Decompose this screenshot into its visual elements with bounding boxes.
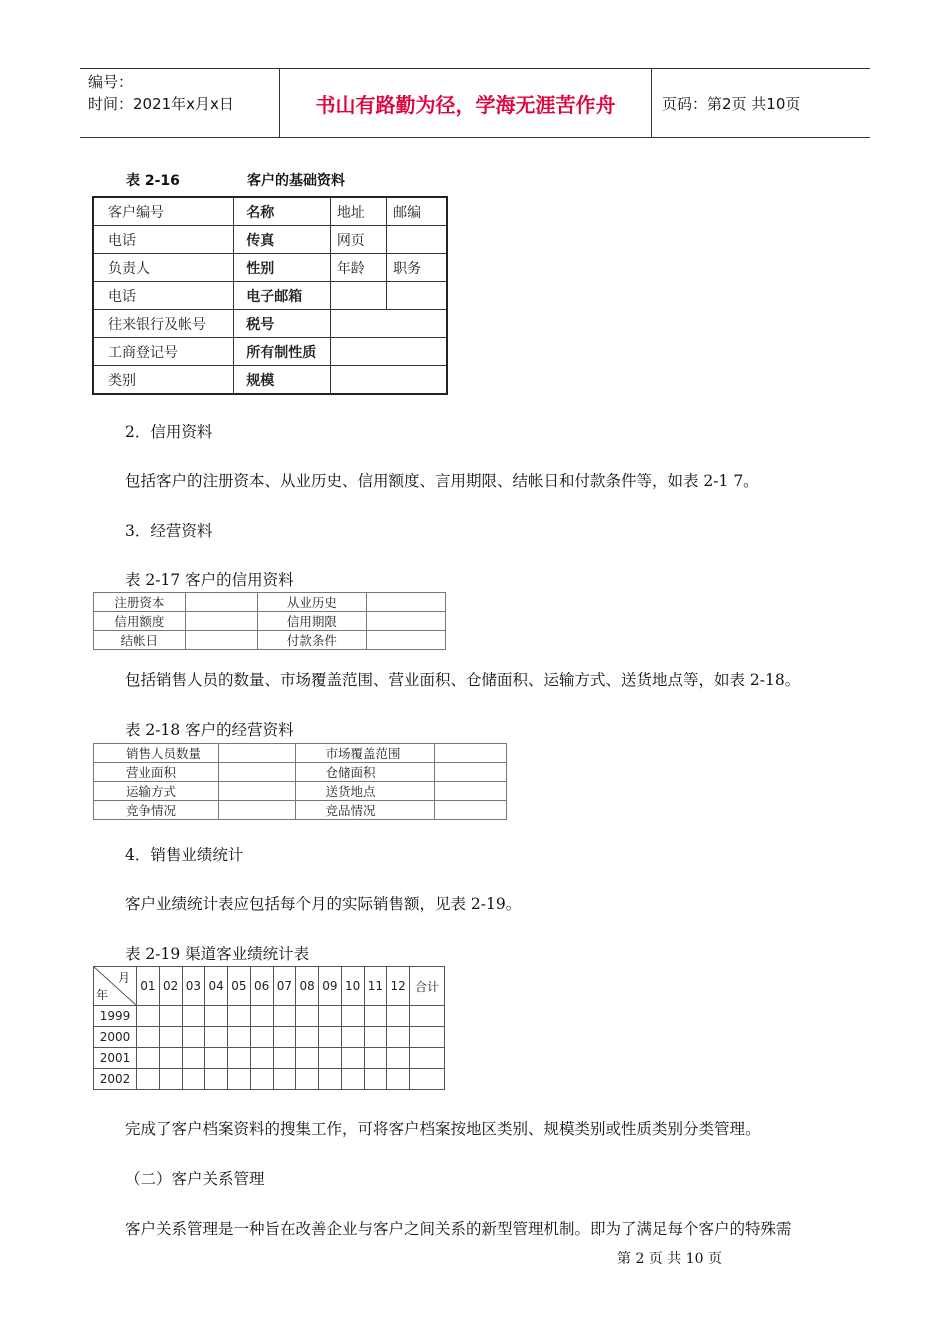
table-cell: 竞品情况 — [295, 801, 435, 820]
year-cell: 1999 — [94, 1006, 137, 1027]
table-cell — [185, 593, 257, 612]
table-cell: 仓储面积 — [295, 763, 435, 782]
paragraph-sales: 客户业绩统计表应包括每个月的实际销售额，见表 2-19。 — [125, 895, 522, 913]
table-2-17-caption: 表 2-17 客户的信用资料 — [125, 571, 294, 589]
table-cell: 市场覆盖范围 — [295, 744, 435, 763]
table-cell: 邮编 — [387, 197, 447, 226]
table-corner-cell — [94, 967, 137, 1006]
table-row — [94, 763, 507, 782]
table-2-16-figure — [92, 168, 450, 396]
table-2-18 — [93, 743, 507, 820]
table-cell — [330, 310, 447, 338]
table-cell: 负责人 — [93, 254, 234, 282]
table-cell — [218, 744, 295, 763]
table-cell: 注册资本 — [94, 593, 186, 612]
month-header: 03 — [182, 967, 205, 1006]
paragraph-operation: 包括销售人员的数量、市场覆盖范围、营业面积、仓储面积、运输方式、送货地点等，如表 2-18。 — [125, 671, 801, 689]
table-cell: 工商登记号 — [93, 338, 234, 366]
section-heading-credit: 2．信用资料 — [125, 423, 213, 441]
table-cell: 网页 — [330, 226, 386, 254]
header-motto: 书山有路勤为径，学海无涯苦作舟 — [280, 69, 652, 137]
table-cell — [330, 338, 447, 366]
table-cell: 竞争情况 — [94, 801, 219, 820]
table-cell: 类别 — [93, 366, 234, 395]
table-row — [94, 801, 507, 820]
table-cell: 职务 — [387, 254, 447, 282]
month-header: 12 — [387, 967, 410, 1006]
table-2-16 — [92, 196, 448, 395]
month-header: 08 — [296, 967, 319, 1006]
table-cell: 营业面积 — [94, 763, 219, 782]
table-cell — [367, 612, 446, 631]
year-cell: 2001 — [94, 1048, 137, 1069]
table-2-19 — [93, 966, 445, 1090]
header-page-info: 页码：第2页 共10页 — [662, 94, 801, 113]
section-heading-crm: （二）客户关系管理 — [125, 1170, 265, 1188]
table-row — [93, 282, 447, 310]
table-2-17 — [93, 592, 446, 650]
table-cell: 送货地点 — [295, 782, 435, 801]
table-cell: 往来银行及帐号 — [93, 310, 234, 338]
month-header: 04 — [205, 967, 228, 1006]
total-header: 合计 — [410, 967, 445, 1006]
document-time: 时间：2021年x月x日 — [88, 95, 234, 113]
paragraph-summary: 完成了客户档案资料的搜集工作，可将客户档案按地区类别、规模类别或性质类别分类管理。 — [125, 1120, 761, 1138]
table-cell — [218, 801, 295, 820]
month-header: 05 — [228, 967, 251, 1006]
table-row — [94, 1048, 445, 1069]
table-cell — [367, 593, 446, 612]
table-2-18-caption: 表 2-18 客户的经营资料 — [125, 721, 294, 739]
table-cell: 所有制性质 — [234, 338, 331, 366]
page-header — [80, 68, 870, 138]
table-cell: 销售人员数量 — [94, 744, 219, 763]
table-2-19-caption: 表 2-19 渠道客业绩统计表 — [125, 945, 310, 963]
table-row — [93, 366, 447, 395]
table-cell: 客户编号 — [93, 197, 234, 226]
table-cell — [330, 366, 447, 395]
table-row — [93, 338, 447, 366]
table-row — [94, 1069, 445, 1090]
paragraph-crm: 客户关系管理是一种旨在改善企业与客户之间关系的新型管理机制。即为了满足每个客户的特殊需 — [125, 1220, 792, 1238]
table-cell — [387, 282, 447, 310]
table-row — [94, 782, 507, 801]
year-cell: 2002 — [94, 1069, 137, 1090]
month-header: 01 — [137, 967, 160, 1006]
month-header: 11 — [364, 967, 387, 1006]
table-cell — [387, 226, 447, 254]
table-cell — [185, 631, 257, 650]
table-row — [94, 744, 507, 763]
table-cell: 名称 — [234, 197, 331, 226]
month-header: 07 — [273, 967, 296, 1006]
month-header: 02 — [159, 967, 182, 1006]
table-cell: 传真 — [234, 226, 331, 254]
table-row — [94, 593, 446, 612]
header-meta — [80, 69, 280, 137]
paragraph-credit: 包括客户的注册资本、从业历史、信用额度、言用期限、结帐日和付款条件等，如表 2-1 7。 — [125, 472, 759, 490]
table-cell — [435, 782, 507, 801]
table-cell: 信用额度 — [94, 612, 186, 631]
table-cell: 结帐日 — [94, 631, 186, 650]
section-heading-sales: 4．销售业绩统计 — [125, 846, 244, 864]
table-cell — [435, 744, 507, 763]
section-heading-operation: 3．经营资料 — [125, 522, 213, 540]
table-cell: 从业历史 — [257, 593, 367, 612]
table-cell — [435, 763, 507, 782]
table-cell: 信用期限 — [257, 612, 367, 631]
year-cell: 2000 — [94, 1027, 137, 1048]
table-cell: 年龄 — [330, 254, 386, 282]
table-2-16-title: 客户的基础资料 — [247, 173, 345, 189]
table-cell: 付款条件 — [257, 631, 367, 650]
table-2-16-number: 表 2-16 — [126, 173, 180, 189]
table-cell — [367, 631, 446, 650]
document-number-label: 编号： — [88, 73, 134, 91]
table-cell: 地址 — [330, 197, 386, 226]
table-cell: 税号 — [234, 310, 331, 338]
table-header-row — [94, 967, 445, 1006]
page-footer: 第 2 页 共 10 页 — [617, 1251, 722, 1267]
table-cell — [218, 782, 295, 801]
table-row — [93, 254, 447, 282]
table-cell — [218, 763, 295, 782]
month-header: 09 — [319, 967, 342, 1006]
month-header: 06 — [250, 967, 273, 1006]
corner-year-label: 年 — [96, 988, 109, 1002]
table-row — [93, 197, 447, 226]
table-row — [94, 1006, 445, 1027]
table-row — [94, 1027, 445, 1048]
table-cell: 电子邮箱 — [234, 282, 331, 310]
table-cell — [185, 612, 257, 631]
table-cell: 性别 — [234, 254, 331, 282]
table-cell: 电话 — [93, 226, 234, 254]
corner-month-label: 月 — [117, 971, 130, 985]
table-cell — [330, 282, 386, 310]
table-row — [93, 310, 447, 338]
table-cell — [435, 801, 507, 820]
table-cell: 运输方式 — [94, 782, 219, 801]
month-header: 10 — [341, 967, 364, 1006]
table-row — [94, 631, 446, 650]
table-cell: 电话 — [93, 282, 234, 310]
table-row — [94, 612, 446, 631]
table-row — [93, 226, 447, 254]
table-cell: 规模 — [234, 366, 331, 395]
